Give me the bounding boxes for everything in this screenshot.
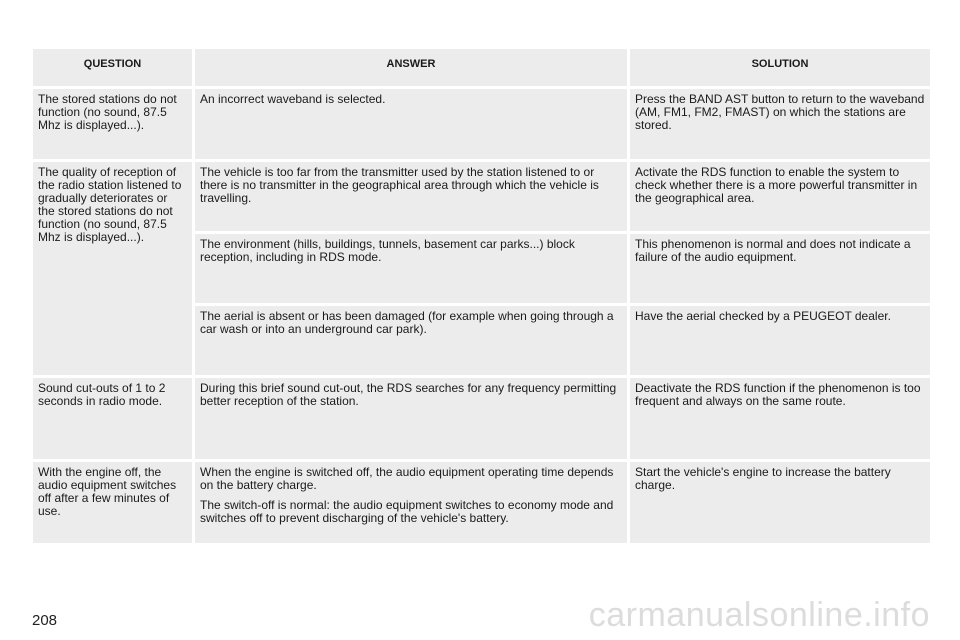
header-question: QUESTION [32,48,194,88]
header-solution: SOLUTION [629,48,932,88]
solution-cell: Start the vehicle's engine to increase the battery charge. [629,461,932,545]
answer-cell: The aerial is absent or has been damaged (for example when going through a car wash or into an underground car park). [194,305,629,377]
table-row [32,461,932,545]
question-cell: The stored stations do not function (no sound, 87.5 Mhz is displayed...). [32,88,194,161]
answer-cell: The environment (hills, buildings, tunnels, basement car parks...) block reception, including in RDS mode. [194,233,629,305]
question-cell: The quality of reception of the radio station listened to gradually deteriorates or the stored stations do not function (no sound, 87.5 Mhz is displayed...). [32,161,194,377]
table-header-row [32,48,932,88]
answer-paragraph: When the engine is switched off, the audio equipment operating time depends on the battery charge. [200,465,614,492]
solution-cell: Activate the RDS function to enable the system to check whether there is a more powerful transmitter in the geographical area. [629,161,932,233]
answer-cell [194,461,629,545]
table-row [32,88,932,161]
solution-cell: Deactivate the RDS function if the phenomenon is too frequent and always on the same route. [629,377,932,461]
solution-cell: Have the aerial checked by a PEUGEOT dealer. [629,305,932,377]
answer-cell: An incorrect waveband is selected. [194,88,629,161]
table-row [32,161,932,233]
question-cell: Sound cut-outs of 1 to 2 seconds in radio mode. [32,377,194,461]
solution-cell: Press the BAND AST button to return to the waveband (AM, FM1, FM2, FMAST) on which the stations are stored. [629,88,932,161]
table-row [32,377,932,461]
question-cell: With the engine off, the audio equipment switches off after a few minutes of use. [32,461,194,545]
page-number: 208 [32,612,58,629]
faq-table [30,46,933,546]
answer-cell: The vehicle is too far from the transmitter used by the station listened to or there is no transmitter in the geographical area through which the vehicle is travelling. [194,161,629,233]
answer-cell: During this brief sound cut-out, the RDS searches for any frequency permitting better reception of the station. [194,377,629,461]
watermark: carmanualsonline.info [588,596,930,634]
answer-paragraph: The switch-off is normal: the audio equipment switches to economy mode and switches off to prevent discharging of the vehicle's battery. [200,498,614,525]
solution-cell: This phenomenon is normal and does not indicate a failure of the audio equipment. [629,233,932,305]
header-answer: ANSWER [194,48,629,88]
